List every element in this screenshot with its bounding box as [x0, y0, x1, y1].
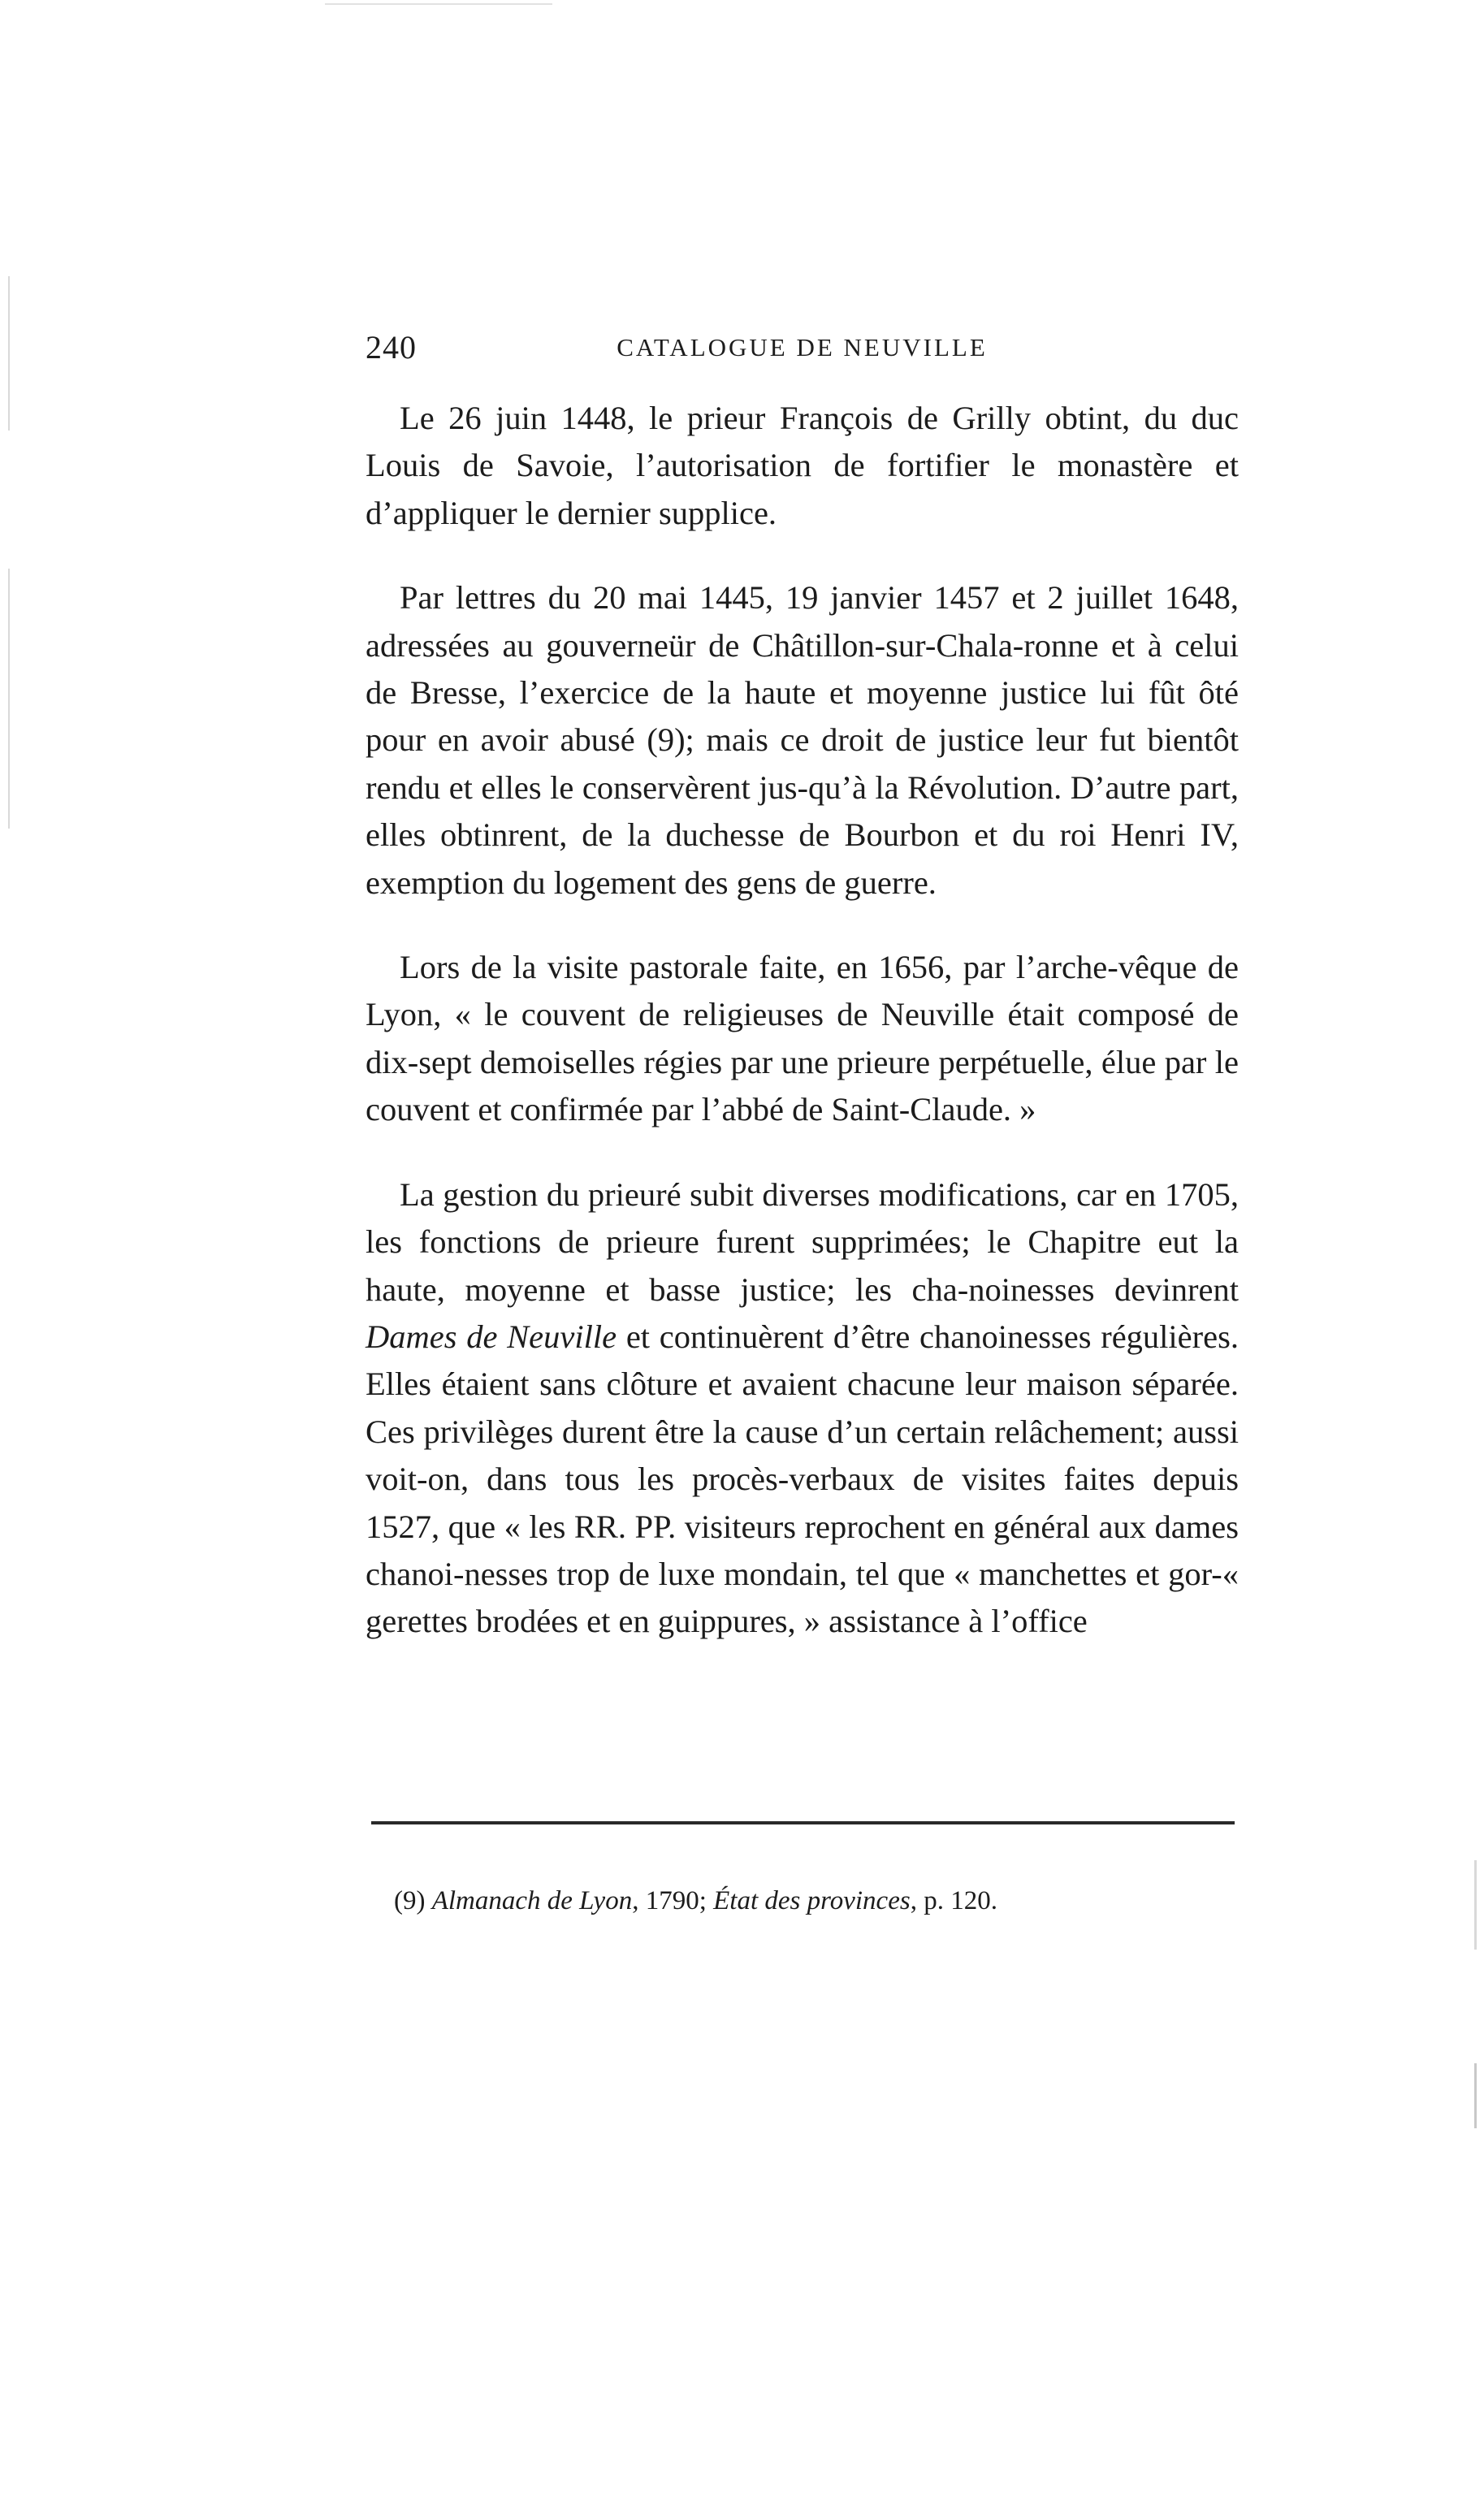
scan-edge-right-lower: [1474, 2063, 1477, 2128]
paragraph-text: et continuèrent d’être chanoinesses régulières. Elles étaient sans clôture et avaient chacune leur maison séparée. Ces privilèges durent être la cause d’un certain relâchement; aussi voit-on, dans tous les procès-verbaux de visites faites depuis 1527, que « les RR. PP. visiteurs reprochent en général aux dames chanoi-nesses trop de luxe mondain, tel que « manchettes et gor-« gerettes brodées et en guippures, » assistance à l’office: [366, 1318, 1239, 1640]
footnote: [394, 1883, 1239, 1919]
footnote-text: , 1790;: [632, 1886, 714, 1915]
italic-title: Dames de Neuville: [366, 1318, 617, 1355]
paragraph-text: La gestion du prieuré subit diverses modifications, car en 1705, les fonctions de prieure furent supprimées; le Chapitre eut la haute, moyenne et basse justice; les cha-noinesses devinrent: [366, 1175, 1239, 1308]
footnote-source: État des provinces: [713, 1886, 911, 1915]
scan-edge-right: [1474, 1860, 1477, 1950]
paragraph: Par lettres du 20 mai 1445, 19 janvier 1457 et 2 juillet 1648, adressées au gouverneür de Châtillon-sur-Chala-ronne et à celui de Bresse, l’exercice de la haute et moyenne justice lui fût ôté pour en avoir abusé (9); mais ce droit de justice leur fut bientôt rendu et elles le conservèrent jus-qu’à la Révolution. D’autre part, elles obtinrent, de la duchesse de Bourbon et du roi Henri IV, exemption du logement des gens de guerre.: [366, 579, 1239, 901]
scan-edge-left: [8, 276, 10, 431]
running-head: [366, 328, 1239, 377]
paragraph: Lors de la visite pastorale faite, en 1656, par l’arche-vêque de Lyon, « le couvent de religieuses de Neuville était composé de dix-sept demoiselles régies par une prieure perpétuelle, élue par le couvent et confirmée par l’abbé de Saint-Claude. »: [366, 949, 1239, 1128]
scan-edge-top: [325, 3, 552, 5]
running-title: CATALOGUE DE NEUVILLE: [617, 333, 988, 361]
body-text: [366, 395, 1239, 1683]
paragraph: [366, 1171, 1239, 1646]
paragraph: Le 26 juin 1448, le prieur François de Grilly obtint, du duc Louis de Savoie, l’autorisation de fortifier le monastère et d’appliquer le dernier supplice.: [366, 400, 1239, 531]
footnote-marker: (9): [394, 1886, 426, 1915]
footnote-source: Almanach de Lyon: [431, 1886, 633, 1915]
scan-edge-left-lower: [8, 569, 10, 829]
footnote-text: , p. 120.: [910, 1886, 997, 1915]
footnote-rule: [371, 1821, 1235, 1824]
page-number: 240: [366, 329, 417, 366]
